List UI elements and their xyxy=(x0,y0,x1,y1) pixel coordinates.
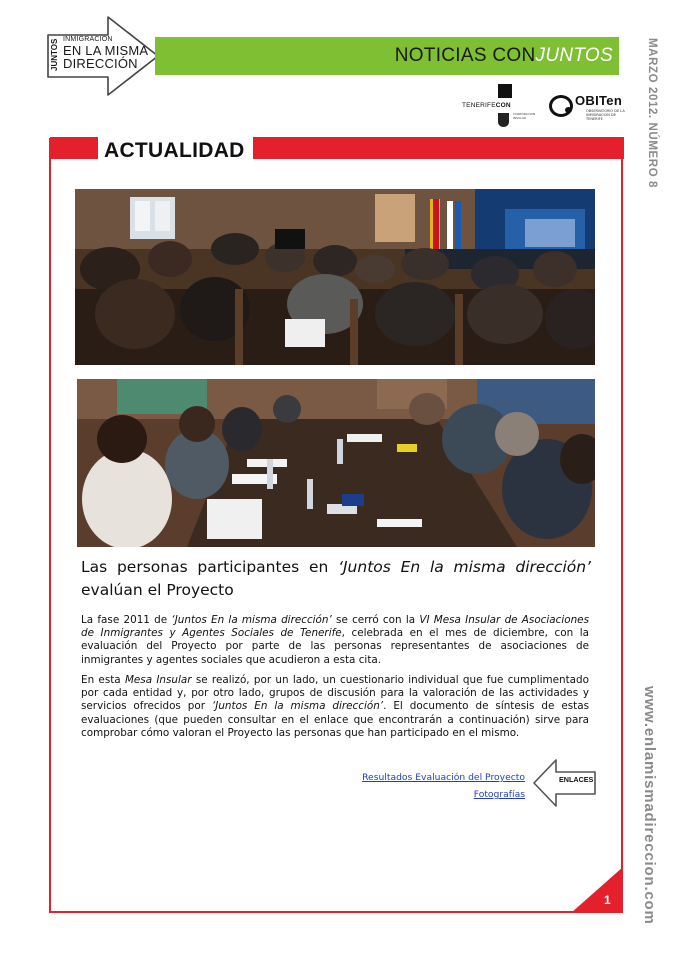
website-url: www.enlamismadireccion.com xyxy=(641,686,658,925)
links-list xyxy=(300,769,525,803)
page-corner-triangle xyxy=(571,867,623,913)
obiten-subtitle: OBSERVATORIO DE LA INMIGRACIÓN DE TENERIFE xyxy=(586,109,625,121)
headline-part1: Las personas participantes en xyxy=(81,558,339,576)
tenerife-small-text: CORPORACIÓN INSULAR xyxy=(513,112,536,120)
p2-italic-1: Mesa Insular xyxy=(124,674,192,686)
p2-text-1: En esta xyxy=(81,674,125,686)
tenerife-wordmark-suffix: CON xyxy=(495,102,511,109)
p1-italic-1: ‘Juntos En la misma dirección’ xyxy=(171,614,332,626)
logo-line-2: DIRECCIÓN xyxy=(63,56,138,71)
article-paragraph-1 xyxy=(81,614,589,667)
headline-part2: evalúan el Proyecto xyxy=(81,581,234,599)
section-bar-left xyxy=(50,137,98,159)
tenerife-wordmark-prefix: TENERIFE xyxy=(462,102,496,109)
p2-text-3: . El documento de síntesis de estas evaluaciones (que pueden consultar en el enlace que encontrarán a continuación) sirve para comprobar cómo valoran el Proyecto las personas que han participado en el mismo. xyxy=(81,700,589,739)
meeting-room-photo xyxy=(75,189,595,365)
newsletter-title-part1: NOTICIAS CON xyxy=(394,45,536,66)
project-logo xyxy=(63,36,148,70)
section-bar-right xyxy=(253,137,624,159)
evaluation-results-link[interactable]: Resultados Evaluación del Proyecto xyxy=(362,772,525,783)
newsletter-title xyxy=(395,45,613,67)
newsletter-title-part2: JUNTOS xyxy=(535,45,613,66)
shield-icon xyxy=(498,113,509,127)
issue-date: MARZO 2012. NÚMERO 8 xyxy=(646,38,658,189)
p1-text-1: La fase 2011 de xyxy=(81,614,172,626)
logo-vertical-word: JUNTOS xyxy=(50,38,59,72)
obiten-logo xyxy=(549,93,627,121)
section-title: ACTUALIDAD xyxy=(104,139,245,162)
p1-italic-2: VI Mesa Insular de Asociaciones de Inmigrantes y Agentes Sociales de Tenerife xyxy=(81,614,589,640)
logo-line-1: EN LA MISMA xyxy=(63,43,149,58)
article-headline xyxy=(81,556,591,602)
tenerife-square-icon xyxy=(498,84,512,98)
evaluation-table-photo xyxy=(77,379,595,547)
enlaces-label: ENLACES xyxy=(559,775,594,784)
obiten-wordmark: OBITen xyxy=(575,93,623,108)
article-paragraph-2 xyxy=(81,674,589,740)
tenerife-wordmark xyxy=(462,102,511,109)
obiten-circle-icon xyxy=(549,95,573,117)
photos-link[interactable]: Fotografías xyxy=(473,789,525,800)
headline-italic: ‘Juntos En la misma dirección’ xyxy=(338,558,591,576)
tenerife-logo xyxy=(462,84,536,128)
page-number: 1 xyxy=(604,893,611,907)
p1-text-2: se cerró con la xyxy=(331,614,420,626)
p2-text-2: se realizó, por un lado, un cuestionario individual que fue cumplimentado por cada entidad y, por otro lado, grupos de discusión para la valoración de las actividades y servicios ofrecidos por xyxy=(81,674,589,713)
p2-italic-2: ‘Juntos En la misma dirección’ xyxy=(211,700,384,713)
logo-small-word: INMIGRACIÓN xyxy=(63,36,113,43)
header-band xyxy=(155,37,619,75)
p1-text-3: , celebrada en el mes de diciembre, con la evaluación del Proyecto por parte de las personas representantes de asociaciones de inmigrantes y agentes sociales que acudieron a esta cita. xyxy=(81,627,589,666)
